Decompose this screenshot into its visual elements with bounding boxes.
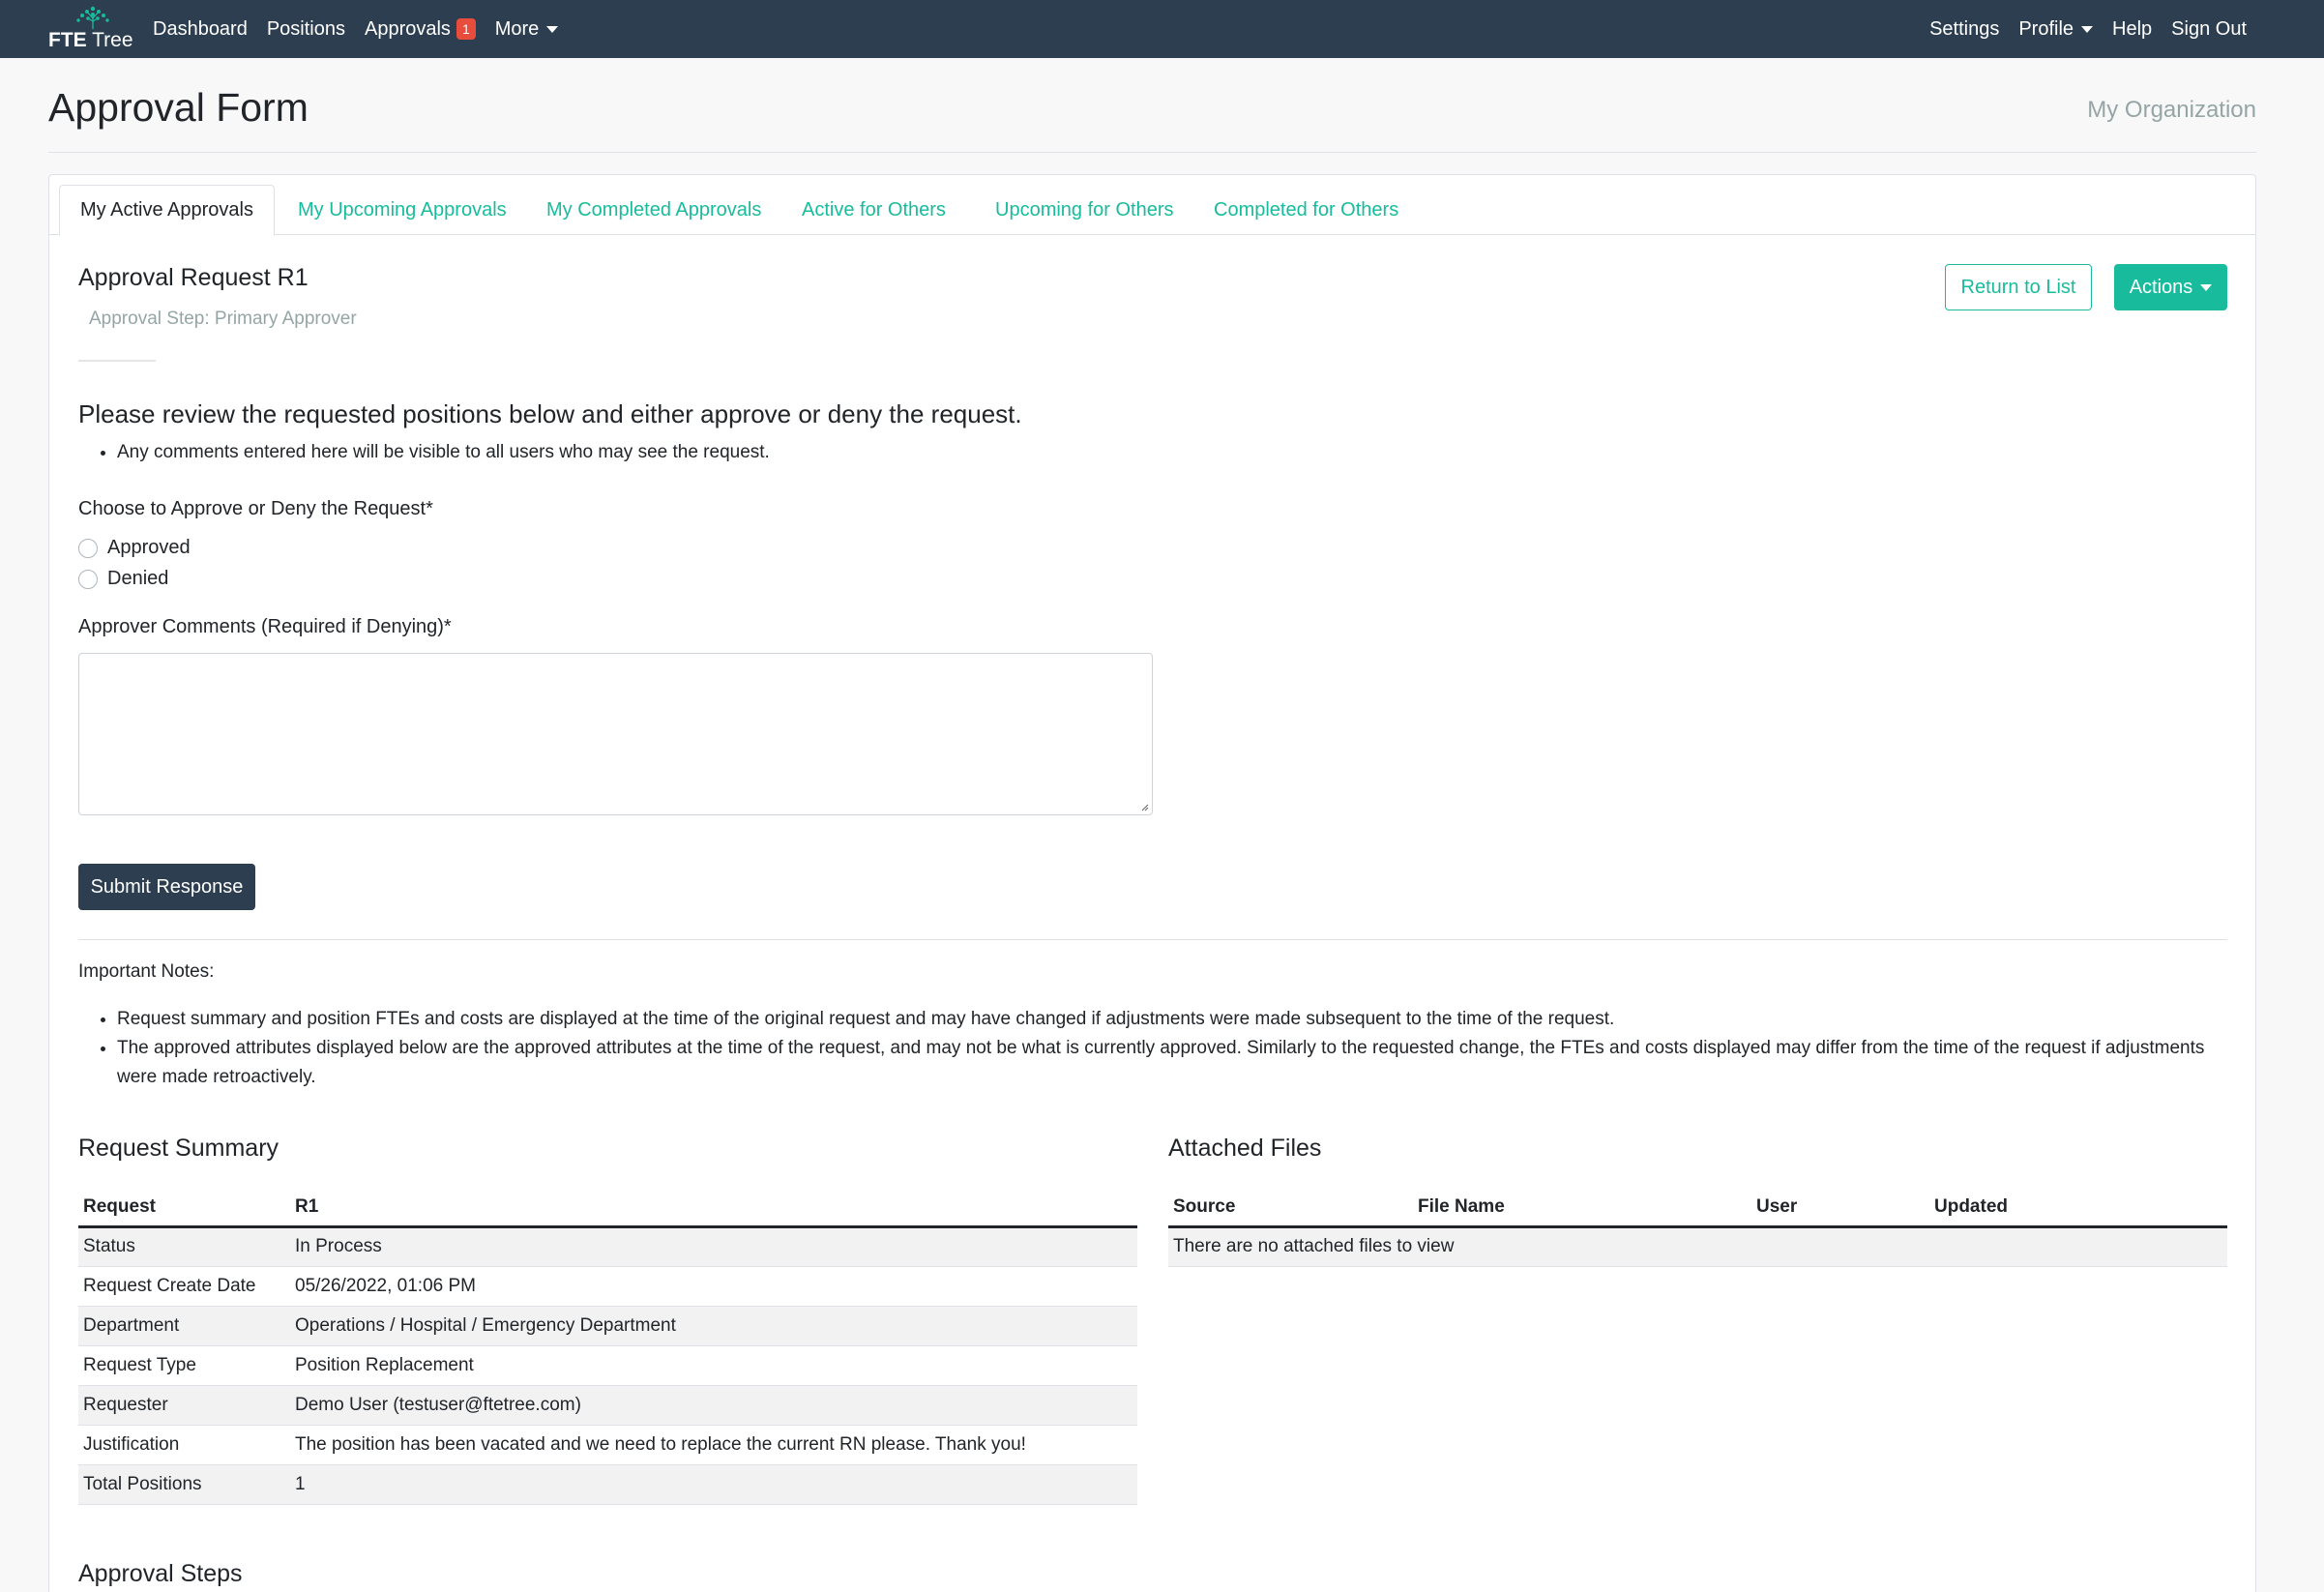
organization-name: My Organization: [2087, 97, 2256, 123]
row-label: Request Type: [78, 1345, 290, 1385]
table-row: [78, 1345, 1137, 1385]
tab-completed-for-others[interactable]: Completed for Others: [1214, 198, 1399, 221]
row-value: Demo User (testuser@ftetree.com): [290, 1385, 1137, 1425]
row-label: Status: [78, 1226, 290, 1266]
row-value: 1: [290, 1464, 1137, 1504]
brand-logo[interactable]: [48, 6, 133, 52]
row-label: Requester: [78, 1385, 290, 1425]
note-item: • The approved attributes displayed below are the approved attributes at the time of the request, and may not be what is currently approved. Similarly to the requested change, the FTEs and costs displayed may differ from the time of the request if adjustments were made retroactively.: [117, 1034, 2206, 1092]
nav-sign-out[interactable]: Sign Out: [2171, 17, 2247, 40]
summary-header-id: R1: [290, 1188, 1137, 1226]
instructions-heading: Please review the requested positions below and either approve or deny the request.: [78, 399, 1022, 428]
radio-circle[interactable]: [78, 570, 98, 589]
note-item: • Request summary and position FTEs and costs are displayed at the time of the original request and may have changed if adjustments were made subsequent to the time of the request.: [117, 1005, 2206, 1034]
approval-step: Approval Step: Primary Approver: [89, 309, 357, 329]
request-title: Approval Request R1: [78, 264, 309, 291]
approval-card: [48, 174, 2256, 1592]
tab-upcoming-for-others[interactable]: Upcoming for Others: [995, 198, 1174, 221]
actions-label: Actions: [2129, 276, 2193, 298]
approval-tabs: [49, 175, 2255, 235]
row-label: Department: [78, 1306, 290, 1345]
attached-files-title: Attached Files: [1168, 1135, 1322, 1162]
caret-down-icon: [2200, 284, 2212, 291]
nav-profile-label: Profile: [2018, 17, 2074, 40]
nav-more-dropdown[interactable]: [495, 18, 559, 41]
resize-grip-icon[interactable]: [1139, 802, 1149, 811]
table-row: [78, 1425, 1137, 1464]
nav-positions[interactable]: Positions: [266, 17, 345, 40]
nav-more-label: More: [494, 17, 540, 40]
caret-down-icon: [546, 26, 558, 33]
tab-my-active-approvals[interactable]: My Active Approvals: [59, 185, 275, 236]
attached-files-table: [1168, 1188, 2227, 1267]
instructions-list: [117, 438, 770, 467]
radio-circle[interactable]: [78, 539, 98, 558]
return-to-list-button[interactable]: Return to List: [1945, 264, 2092, 310]
important-notes-list: [117, 1005, 2206, 1092]
radio-denied-label: Denied: [107, 568, 169, 589]
row-label: Total Positions: [78, 1464, 290, 1504]
comments-label: Approver Comments (Required if Denying)*: [78, 616, 452, 637]
table-row: [78, 1464, 1137, 1504]
row-value: Operations / Hospital / Emergency Department: [290, 1306, 1137, 1345]
files-header-file-name: File Name: [1413, 1188, 1751, 1226]
row-label: Request Create Date: [78, 1266, 290, 1306]
summary-header-request: Request: [78, 1188, 290, 1226]
title-divider: [78, 360, 156, 362]
files-header-updated: Updated: [1929, 1188, 2227, 1226]
radio-approved[interactable]: [78, 537, 191, 559]
brand-name: FTE Tree: [48, 29, 133, 51]
table-row: [78, 1385, 1137, 1425]
table-row: [1168, 1226, 2227, 1266]
top-navbar: [0, 0, 2324, 58]
submit-response-button[interactable]: Submit Response: [78, 864, 255, 910]
files-empty-message: There are no attached files to view: [1168, 1226, 2227, 1266]
request-summary-table: [78, 1188, 1137, 1505]
nav-help[interactable]: Help: [2112, 17, 2153, 40]
nav-dashboard[interactable]: Dashboard: [153, 17, 248, 40]
instructions-bullet: • Any comments entered here will be visible to all users who may see the request.: [117, 438, 770, 467]
row-value: In Process: [290, 1226, 1137, 1266]
important-notes-label: Important Notes:: [78, 961, 215, 982]
radio-approved-label: Approved: [107, 537, 191, 558]
nav-approvals-label: Approvals: [365, 17, 451, 40]
row-label: Justification: [78, 1425, 290, 1464]
table-row: [78, 1266, 1137, 1306]
table-row: [78, 1226, 1137, 1266]
approval-steps-title: Approval Steps: [78, 1560, 243, 1587]
table-header-row: [1168, 1188, 2227, 1226]
nav-settings[interactable]: Settings: [1929, 17, 2000, 40]
row-value: Position Replacement: [290, 1345, 1137, 1385]
tab-active-for-others[interactable]: Active for Others: [802, 198, 946, 221]
tab-my-upcoming-approvals[interactable]: My Upcoming Approvals: [298, 198, 507, 221]
files-header-source: Source: [1168, 1188, 1413, 1226]
files-header-user: User: [1751, 1188, 1929, 1226]
row-value: The position has been vacated and we need to replace the current RN please. Thank you!: [290, 1425, 1137, 1464]
table-header-row: [78, 1188, 1137, 1226]
decision-label: Choose to Approve or Deny the Request*: [78, 498, 433, 519]
nav-approvals[interactable]: [365, 18, 476, 41]
row-value: 05/26/2022, 01:06 PM: [290, 1266, 1137, 1306]
approver-comments-textarea[interactable]: [78, 653, 1153, 815]
tree-icon: [74, 6, 112, 31]
actions-dropdown-button[interactable]: [2114, 264, 2227, 310]
request-summary-title: Request Summary: [78, 1135, 279, 1162]
table-row: [78, 1306, 1137, 1345]
radio-denied[interactable]: [78, 568, 168, 590]
nav-profile-dropdown[interactable]: [2018, 18, 2093, 41]
section-divider: [78, 939, 2227, 940]
page-title: Approval Form: [48, 85, 309, 130]
approvals-count-badge: 1: [456, 18, 476, 40]
caret-down-icon: [2081, 26, 2093, 33]
header-divider: [48, 152, 2256, 153]
tab-my-completed-approvals[interactable]: My Completed Approvals: [546, 198, 762, 221]
